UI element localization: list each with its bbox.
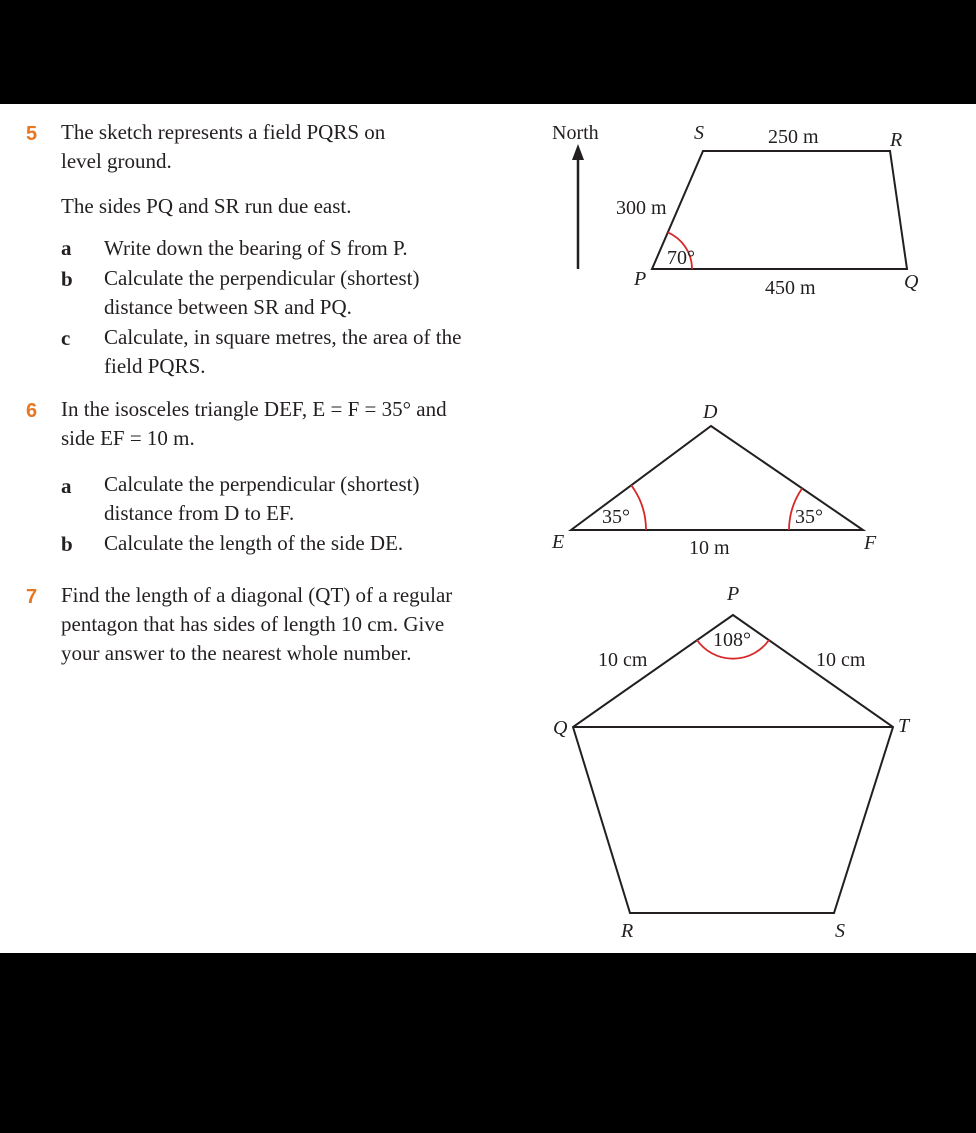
q6-part-b-label: b — [61, 532, 73, 556]
q5-part-b-line1: Calculate the perpendicular (shortest) — [104, 266, 420, 290]
angle-70-label: 70° — [667, 247, 695, 269]
q5-part-a-text: Write down the bearing of S from P. — [104, 236, 408, 260]
q5-part-c-line1: Calculate, in square metres, the area of the — [104, 325, 462, 349]
q7-diagram — [553, 583, 911, 942]
q6-diagram — [551, 401, 877, 559]
q7-line2: pentagon that has sides of length 10 cm. Give — [61, 612, 445, 636]
textbook-page — [0, 104, 976, 953]
vertex-s-label: S — [835, 920, 845, 942]
top-length-label: 250 m — [768, 126, 819, 148]
q5-intro-line1: The sketch represents a field PQRS on — [61, 120, 386, 144]
q5-sides-text: The sides PQ and SR run due east. — [61, 194, 352, 218]
vertex-t-label: T — [898, 715, 910, 737]
q6-part-a-line2: distance from D to EF. — [104, 501, 295, 525]
q5-part-b-line2: distance between SR and PQ. — [104, 295, 352, 319]
vertex-s-label: S — [694, 122, 704, 144]
angle-f-label: 35° — [795, 506, 823, 528]
q5-number: 5 — [26, 123, 38, 145]
vertex-r-label: R — [890, 129, 903, 151]
q5-part-a-label: a — [61, 236, 72, 260]
bottom-length-label: 450 m — [765, 277, 816, 299]
north-arrow-icon — [572, 144, 584, 160]
left-side-length-label: 10 cm — [598, 649, 648, 671]
vertex-q-label: Q — [553, 717, 568, 739]
right-side-length-label: 10 cm — [816, 649, 866, 671]
vertex-f-label: F — [864, 532, 877, 554]
q7-line1: Find the length of a diagonal (QT) of a regular — [61, 583, 453, 607]
q6-part-b-text: Calculate the length of the side DE. — [104, 531, 404, 555]
q5-part-c-line2: field PQRS. — [104, 354, 206, 378]
angle-108-label: 108° — [713, 629, 751, 651]
vertex-q-label: Q — [904, 271, 919, 293]
q6-intro-line2: side EF = 10 m. — [61, 426, 195, 450]
q5-diagram — [552, 122, 919, 299]
q6-intro-line1: In the isosceles triangle DEF, E = F = 35° and — [61, 397, 447, 421]
base-length-label: 10 m — [689, 537, 730, 559]
q7-line3: your answer to the nearest whole number. — [61, 641, 412, 665]
north-label: North — [552, 122, 599, 144]
diagrams — [0, 104, 976, 953]
q7-number: 7 — [26, 586, 38, 608]
q6-number: 6 — [26, 400, 38, 422]
q5-part-c-label: c — [61, 326, 71, 350]
q5-intro-line2: level ground. — [61, 149, 172, 173]
q5-part-b-label: b — [61, 267, 73, 291]
angle-arc-e — [631, 485, 646, 530]
q6-part-a-line1: Calculate the perpendicular (shortest) — [104, 472, 420, 496]
left-length-label: 300 m — [616, 197, 667, 219]
q6-part-a-label: a — [61, 474, 72, 498]
angle-e-label: 35° — [602, 506, 630, 528]
vertex-e-label: E — [552, 531, 565, 553]
vertex-p-label: P — [727, 583, 740, 605]
vertex-r-label: R — [621, 920, 634, 942]
vertex-p-label: P — [634, 268, 647, 290]
vertex-d-label: D — [703, 401, 718, 423]
